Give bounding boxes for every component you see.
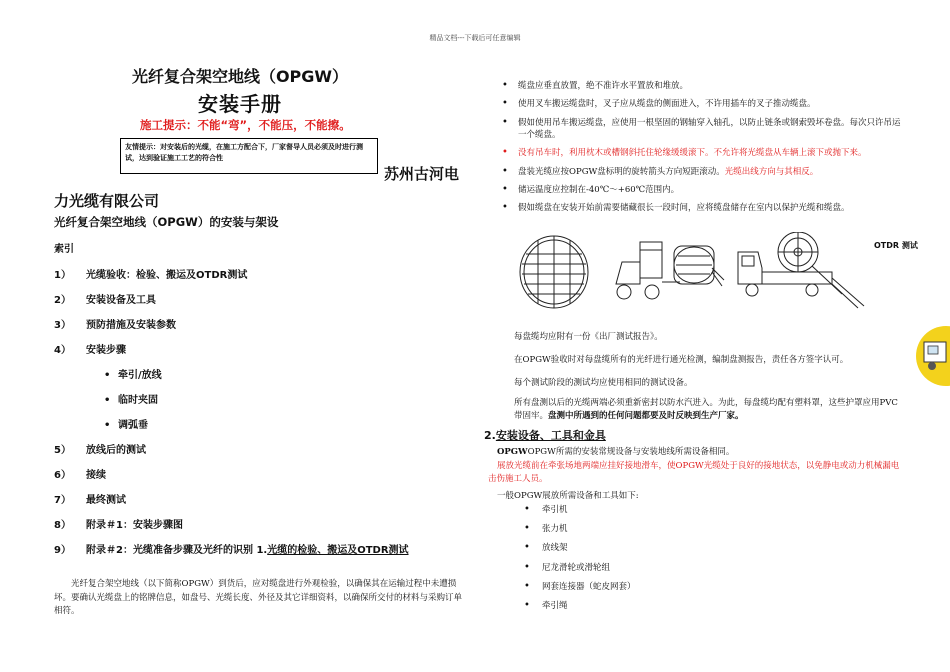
index-item: 6） 接续 xyxy=(54,470,106,481)
step-item: • 调弧垂 xyxy=(104,420,148,431)
index-item: 7） 最终测试 xyxy=(54,495,126,506)
inspection-paragraph: 光纤复合架空地线（以下简称OPGW）到货后，应对缆盘进行外观检验，以确保其在运输过程中未遭损坏。要确认光缆盘上的铭牌信息，如盘号、光缆长度、外径及其它详细资料，以确保所交付的材料与采购订单相符。 xyxy=(54,579,463,617)
equipment-list xyxy=(520,506,636,621)
index-item: 9） 附录＃2：光缆准备步骤及光纤的识别 1.光缆的检验、搬运及OTDR测试 xyxy=(54,545,409,556)
sealing-paragraph: 所有盘测以后的光缆两端必须重新密封以防水汽进入。为此，每盘缆均配有塑料罩，这些护罩应用PVC带固牢。盘测中所遇到的任何问题都要及时反映到生产厂家。 xyxy=(514,398,898,422)
notice-text: 友情提示：对安装后的光缆，在施工方配合下，厂家督导人员必须及时进行测试，达到验证施工工艺的符合性 xyxy=(125,143,363,162)
index-item: 5） 放线后的测试 xyxy=(54,445,146,456)
index-item: 4） 安装步骤 xyxy=(54,345,126,356)
section-subtitle: 光纤复合架空地线（OPGW）的安装与架设 xyxy=(54,215,279,229)
list-item: • 假如缆盘在安装开始前需要储藏很长一段时间，应将缆盘储存在室内以保护光缆和缆盘。 xyxy=(500,202,902,214)
company-name-part1: 苏州古河电 xyxy=(384,165,460,183)
index-label: 索引 xyxy=(54,244,74,255)
index-item: 1） 光缆验收：检验、搬运及OTDR测试 xyxy=(54,270,248,281)
handling-rules-list xyxy=(500,80,902,221)
list-item: • 缆盘应垂直放置，绝不准许水平置放和堆放。 xyxy=(500,80,902,92)
reel-handling-illustration xyxy=(512,232,902,312)
list-item: • 网套连接器（蛇皮网套） xyxy=(520,583,636,602)
step-item: • 牵引/放线 xyxy=(104,370,162,381)
test-paragraph: 在OPGW验收时对每盘缆所有的光纤进行通光检测，编制盘测报告，责任各方签字认可。 xyxy=(514,355,849,365)
step-item: • 临时夹固 xyxy=(104,395,158,406)
list-item: • 盘装光缆应按OPGW盘标明的旋转箭头方向短距滚动。光缆出线方向与其相反。 xyxy=(500,166,902,178)
equipment-paragraph: 每个测试阶段的测试均应使用相同的测试设备。 xyxy=(514,378,693,388)
list-item: • 储运温度应控制在-40℃～+60℃范围内。 xyxy=(500,184,902,196)
forklift-icon xyxy=(616,242,724,299)
list-item: • 放线架 xyxy=(520,544,636,563)
list-item: • 牵引绳 xyxy=(520,602,636,621)
notice-box xyxy=(120,138,378,174)
index-item: 8） 附录＃1：安装步骤图 xyxy=(54,520,183,531)
company-name-part2: 力光缆有限公司 xyxy=(54,192,160,210)
list-item: • 使用叉车搬运缆盘时，叉子应从缆盘的侧面进入，不许用插车的叉子推动缆盘。 xyxy=(500,98,902,110)
report-paragraph: 每盘缆均应附有一份《出厂测试报告》。 xyxy=(514,332,663,342)
index-item: 3） 预防措施及安装参数 xyxy=(54,320,176,331)
cable-reel-icon xyxy=(520,236,588,308)
section1-heading: 光缆的检验、搬运及OTDR测试 xyxy=(267,545,409,556)
section2-heading: 2.安装设备、工具和金具 xyxy=(484,429,606,442)
page-header-note: 精品文档---下载后可任意编辑 xyxy=(429,34,521,42)
construction-tip: 施工提示：不能“弯”，不能压，不能擦。 xyxy=(140,118,351,132)
list-item: • 张力机 xyxy=(520,525,636,544)
otdr-test-label: OTDR 测试 xyxy=(874,241,918,250)
index-item: 2） 安装设备及工具 xyxy=(54,295,156,306)
manual-subtitle: 安装手册 xyxy=(198,92,282,116)
truck-reel-icon xyxy=(738,232,864,308)
list-item-warning: • 没有吊车时，利用枕木或槽钢斜托住轮缘缓缓滚下。不允许将光缆盘从车辆上滚下或抛下来。 xyxy=(500,147,902,159)
manual-title: 光纤复合架空地线（OPGW） xyxy=(131,67,349,86)
section2-intro: OPGWOPGW所需的安装常规设备与安装地线所需设备相同。 xyxy=(497,447,735,457)
list-item: • 牵引机 xyxy=(520,506,636,525)
grounding-warning: 展放光缆前在牵张场地两端应挂好接地滑车，使OPGW光缆处于良好的接地状态，以免静电或动力机械漏电击伤施工人员。 xyxy=(488,461,900,485)
truck-edge-icon xyxy=(916,316,950,396)
list-item: • 尼龙滑轮或滑轮组 xyxy=(520,564,636,583)
list-item: • 假如使用吊车搬运缆盘，应使用一根坚固的钢轴穿入轴孔，以防止链条或钢索毁坏卷盘。每次只许吊运一个缆盘。 xyxy=(500,117,902,142)
equipment-intro: 一般OPGW展放所需设备和工具如下: xyxy=(497,491,639,501)
